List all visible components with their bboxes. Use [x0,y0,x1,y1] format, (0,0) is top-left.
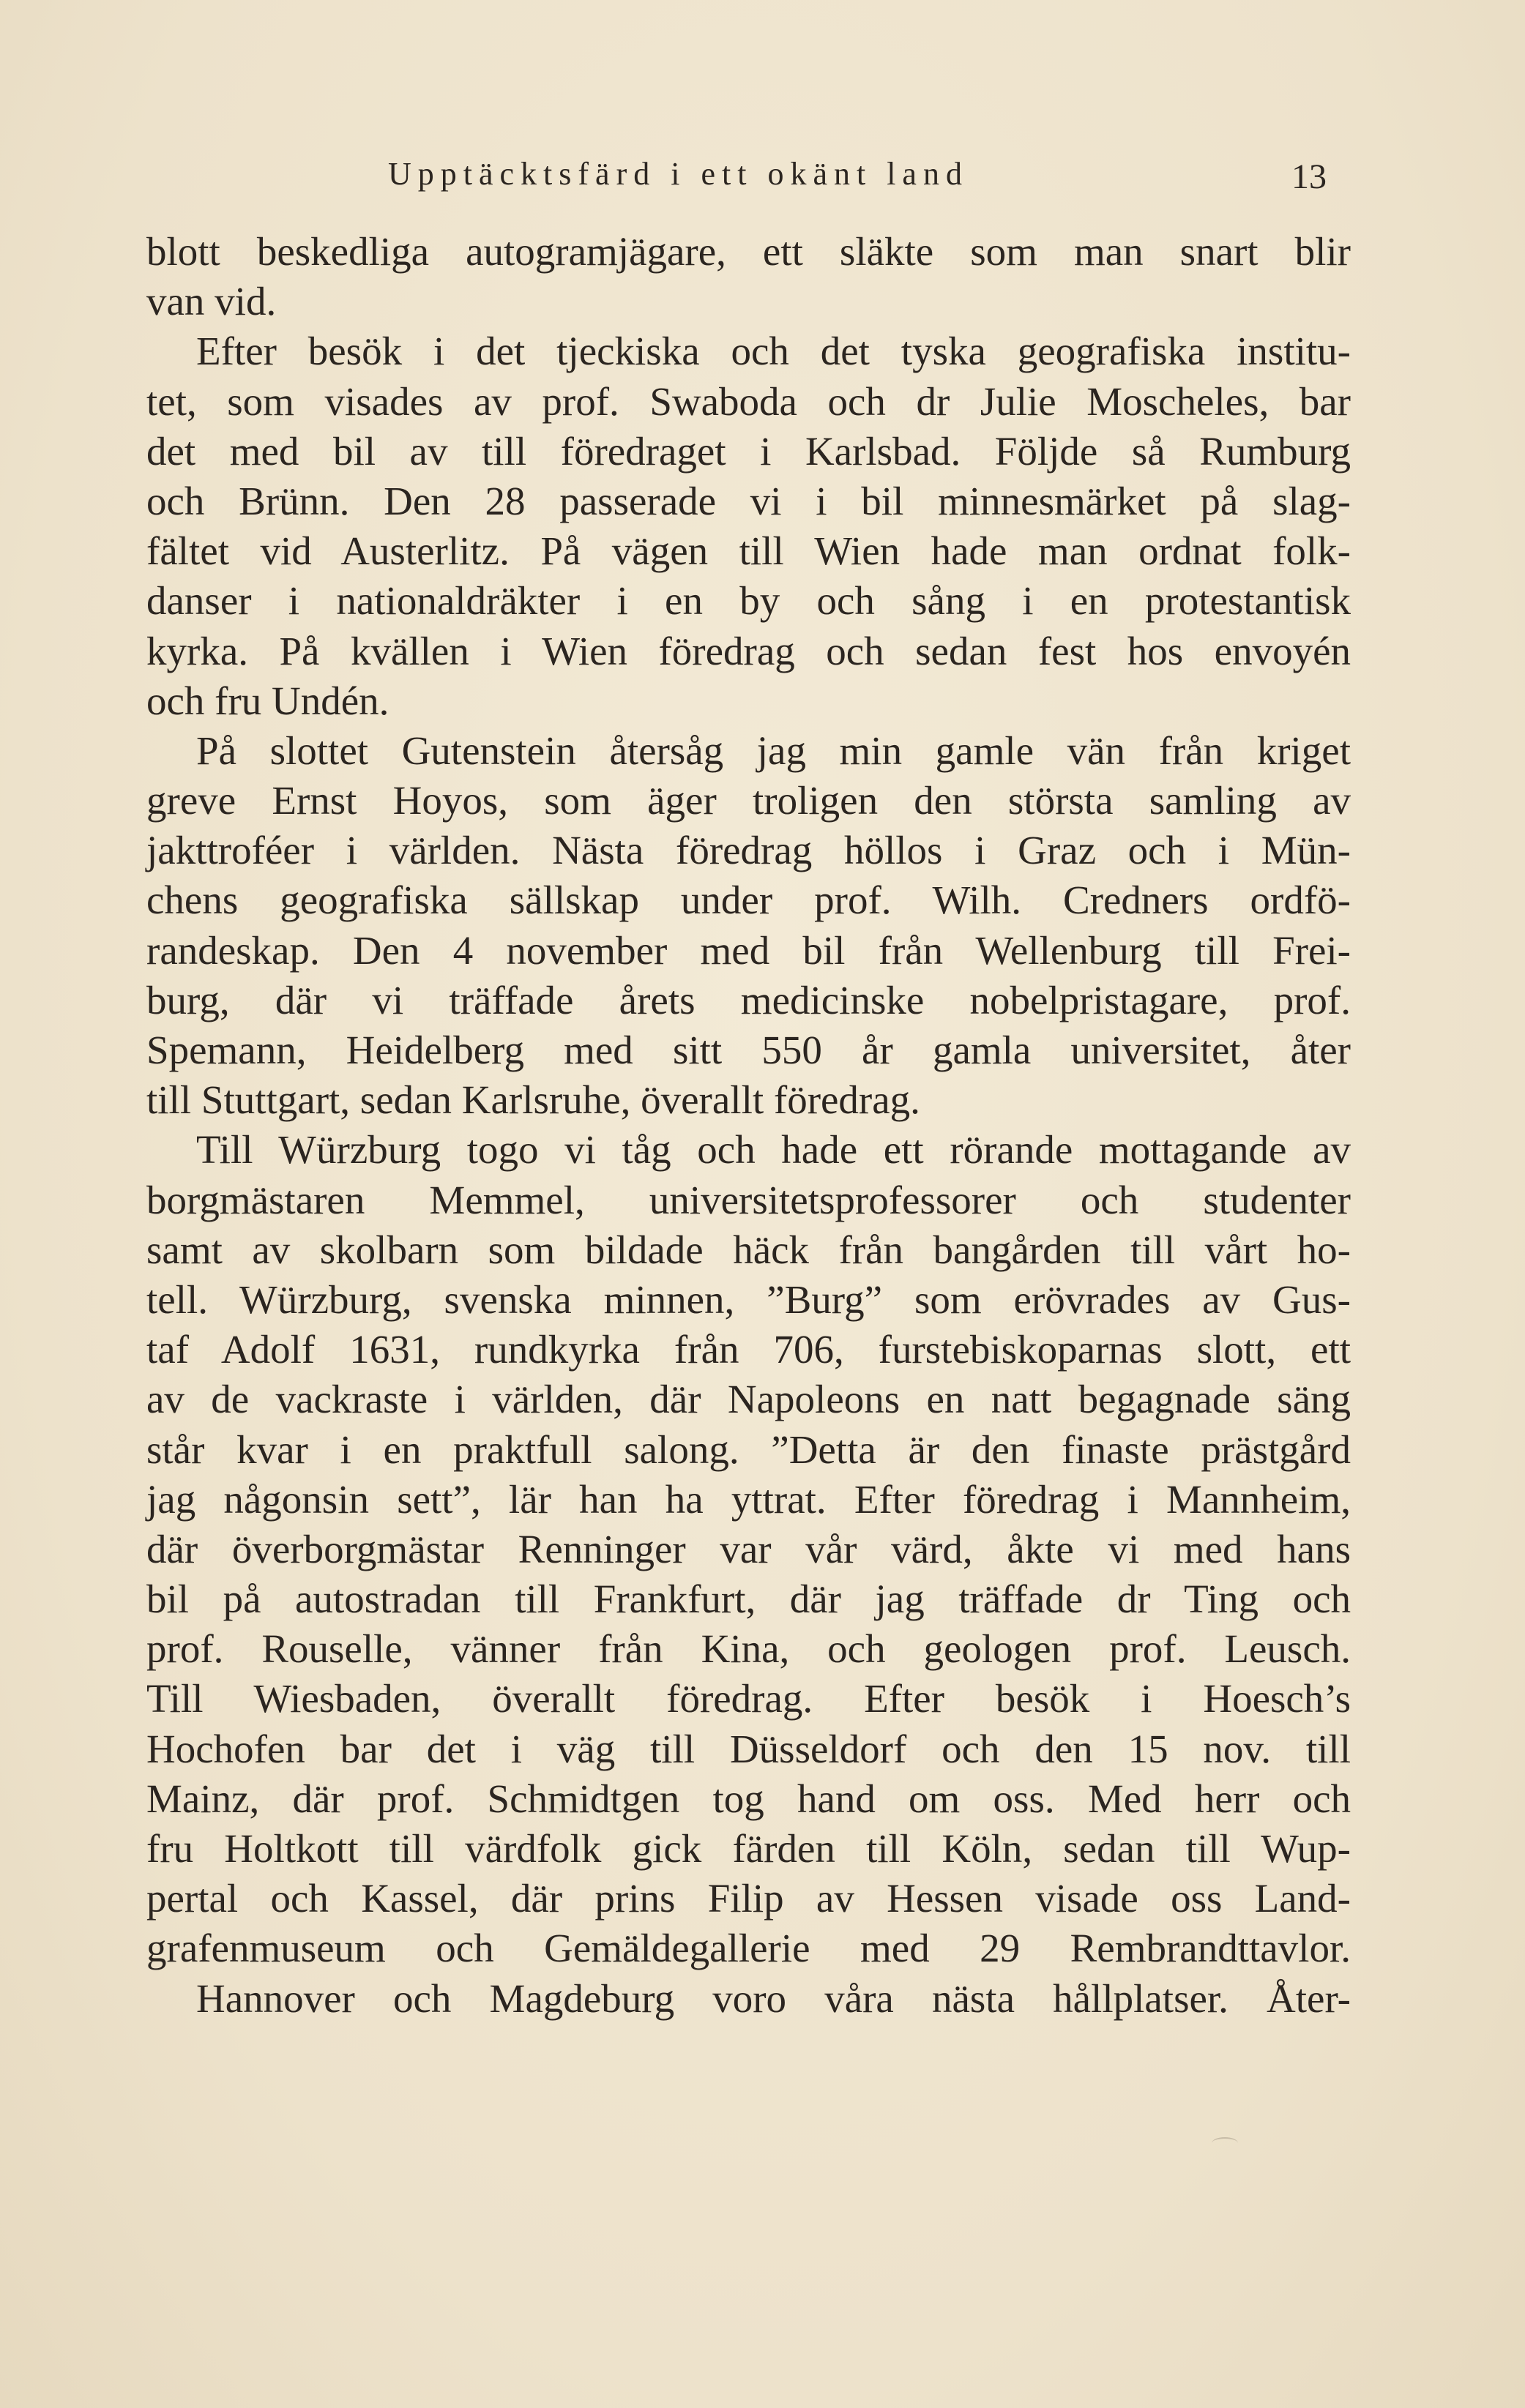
text-line: van vid. [146,279,277,324]
text-line: jakttroféer i världen. Nästa föredrag höllos i Graz och i Mün- [146,828,1351,873]
text-line: Hannover och Magdeburg voro våra nästa hållplatser. Åter- [196,1975,1351,2021]
text-line: pertal och Kassel, där prins Filip av Hessen visade oss Land- [146,1876,1351,1921]
text-line: tell. Würzburg, svenska minnen, ”Burg” som erövrades av Gus- [146,1276,1351,1322]
text-line: där överborgmästar Renninger var vår värd, åkte vi med hans [146,1526,1351,1571]
text-line: fru Holtkott till värdfolk gick färden till Köln, sedan till Wup- [146,1826,1351,1871]
text-line: samt av skolbarn som bildade häck från bangården till vårt ho- [146,1227,1351,1272]
text-line: och Brünn. Den 28 passerade vi i bil minnesmärket på slag- [146,478,1351,523]
text-line: Hochofen bar det i väg till Düsseldorf och den 15 nov. till [146,1726,1351,1771]
text-line: av de vackraste i världen, där Napoleons en natt begagnade säng [146,1377,1351,1422]
text-line: tet, som visades av prof. Swaboda och dr Julie Moscheles, bar [146,378,1351,424]
text-line: bil på autostradan till Frankfurt, där jag träffade dr Ting och [146,1577,1351,1622]
text-line: jag någonsin sett”, lär han ha yttrat. Efter föredrag i Mannheim, [146,1476,1351,1522]
text-line: chens geografiska sällskap under prof. Wilh. Credners ordfö- [146,878,1351,923]
page-number: 13 [1291,157,1327,196]
text-line: kyrka. På kvällen i Wien föredrag och sedan fest hos envoyén [146,628,1351,673]
text-line: prof. Rouselle, vänner från Kina, och geologen prof. Leusch. [146,1626,1351,1672]
text-line: taf Adolf 1631, rundkyrka från 706, furstebiskoparnas slott, ett [146,1327,1351,1372]
text-line: randeskap. Den 4 november med bil från Wellenburg till Frei- [146,927,1351,973]
text-line: Till Würzburg togo vi tåg och hade ett rörande mottagande av [196,1127,1351,1173]
text-line: står kvar i en praktfull salong. ”Detta är den finaste prästgård [146,1427,1351,1472]
text-line: fältet vid Austerlitz. På vägen till Wien hade man ordnat folk- [146,528,1351,574]
text-line: Efter besök i det tjeckiska och det tyska geografiska institu- [196,329,1351,374]
body-text [146,227,1351,2024]
paper-smudge [1212,2137,1238,2149]
text-line: greve Ernst Hoyos, som äger troligen den största samling av [146,778,1351,823]
text-line: På slottet Gutenstein återsåg jag min gamle vän från kriget [196,728,1351,773]
text-line: det med bil av till föredraget i Karlsbad. Följde så Rumburg [146,428,1351,474]
text-line: burg, där vi träffade årets medicinske nobelpristagare, prof. [146,977,1351,1022]
text-line: grafenmuseum och Gemäldegallerie med 29 Rembrandttavlor. [146,1926,1351,1971]
text-line: borgmästaren Memmel, universitetsprofessorer och studenter [146,1177,1351,1222]
text-line: till Stuttgart, sedan Karlsruhe, överallt föredrag. [146,1077,920,1123]
text-line: Spemann, Heidelberg med sitt 550 år gamla universitet, åter [146,1028,1351,1072]
text-line: och fru Undén. [146,678,389,723]
text-line: blott beskedliga autogramjägare, ett släkte som man snart blir [146,229,1351,274]
text-line: Till Wiesbaden, överallt föredrag. Efter besök i Hoesch’s [146,1676,1351,1721]
text-line: danser i nationaldräkter i en by och sång i en protestantisk [146,578,1351,624]
text-line: Mainz, där prof. Schmidtgen tog hand om oss. Med herr och [146,1776,1351,1821]
running-title: Upptäcktsfärd i ett okänt land [388,156,969,192]
